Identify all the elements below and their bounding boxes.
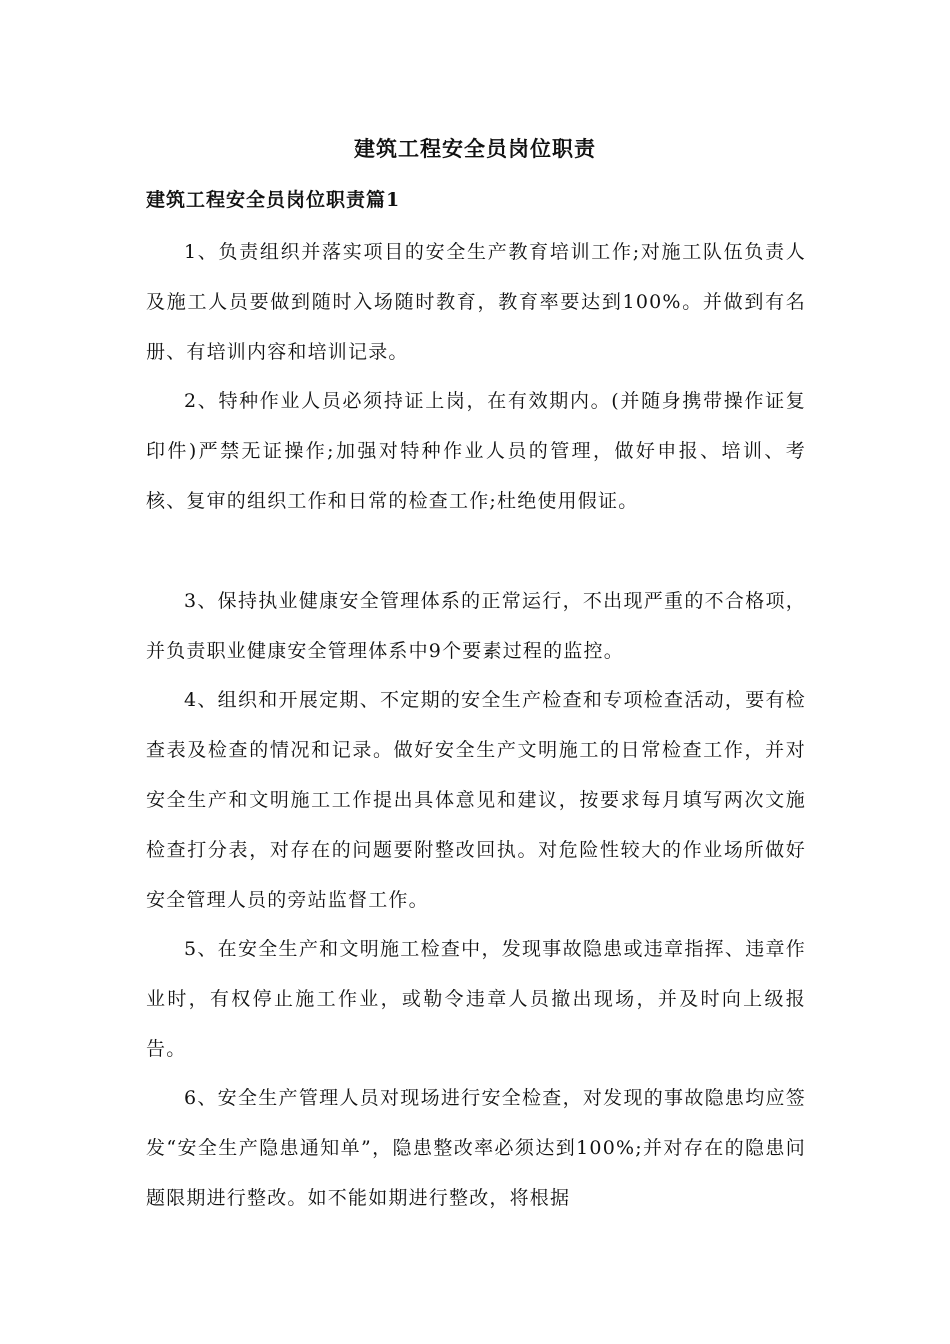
paragraph-text: 2、特种作业人员必须持证上岗，在有效期内。(并随身携带操作证复印件)严禁无证操作;加强对特种作业人员的管理，做好申报、培训、考核、复审的组织工作和日常的检查工作;杜绝使用假证。: [146, 390, 806, 512]
paragraph-text: 4、组织和开展定期、不定期的安全生产检查和专项检查活动，要有检查表及检查的情况和记录。做好安全生产文明施工的日常检查工作，并对安全生产和文明施工工作提出具体意见和建议，按要求每月填写两次文施检查打分表，对存在的问题要附整改回执。对危险性较大的作业场所做好安全管理人员的旁站监督工作。: [146, 689, 806, 911]
paragraph-5: [146, 924, 806, 1074]
paragraph-text: 5、在安全生产和文明施工检查中，发现事故隐患或违章指挥、违章作业时，有权停止施工作业，或勒令违章人员撤出现场，并及时向上级报告。: [146, 938, 806, 1060]
paragraph-text: 3、保持执业健康安全管理体系的正常运行，不出现严重的不合格项，并负责职业健康安全管理体系中9个要素过程的监控。: [146, 590, 806, 662]
paragraph-6: [146, 1073, 806, 1223]
paragraph-1: [146, 227, 806, 377]
paragraph-3: [146, 576, 806, 676]
paragraph-4: [146, 675, 806, 925]
paragraph-text: 1、负责组织并落实项目的安全生产教育培训工作;对施工队伍负责人及施工人员要做到随时入场随时教育，教育率要达到100%。并做到有名册、有培训内容和培训记录。: [146, 241, 806, 363]
document-title: 建筑工程安全员岗位职责: [354, 137, 596, 161]
section-heading: 建筑工程安全员岗位职责篇1: [146, 189, 401, 211]
paragraph-2: [146, 376, 806, 526]
paragraph-text: 6、安全生产管理人员对现场进行安全检查，对发现的事故隐患均应签发“安全生产隐患通知单”，隐患整改率必须达到100%;并对存在的隐患问题限期进行整改。如不能如期进行整改，将根据: [146, 1087, 806, 1209]
